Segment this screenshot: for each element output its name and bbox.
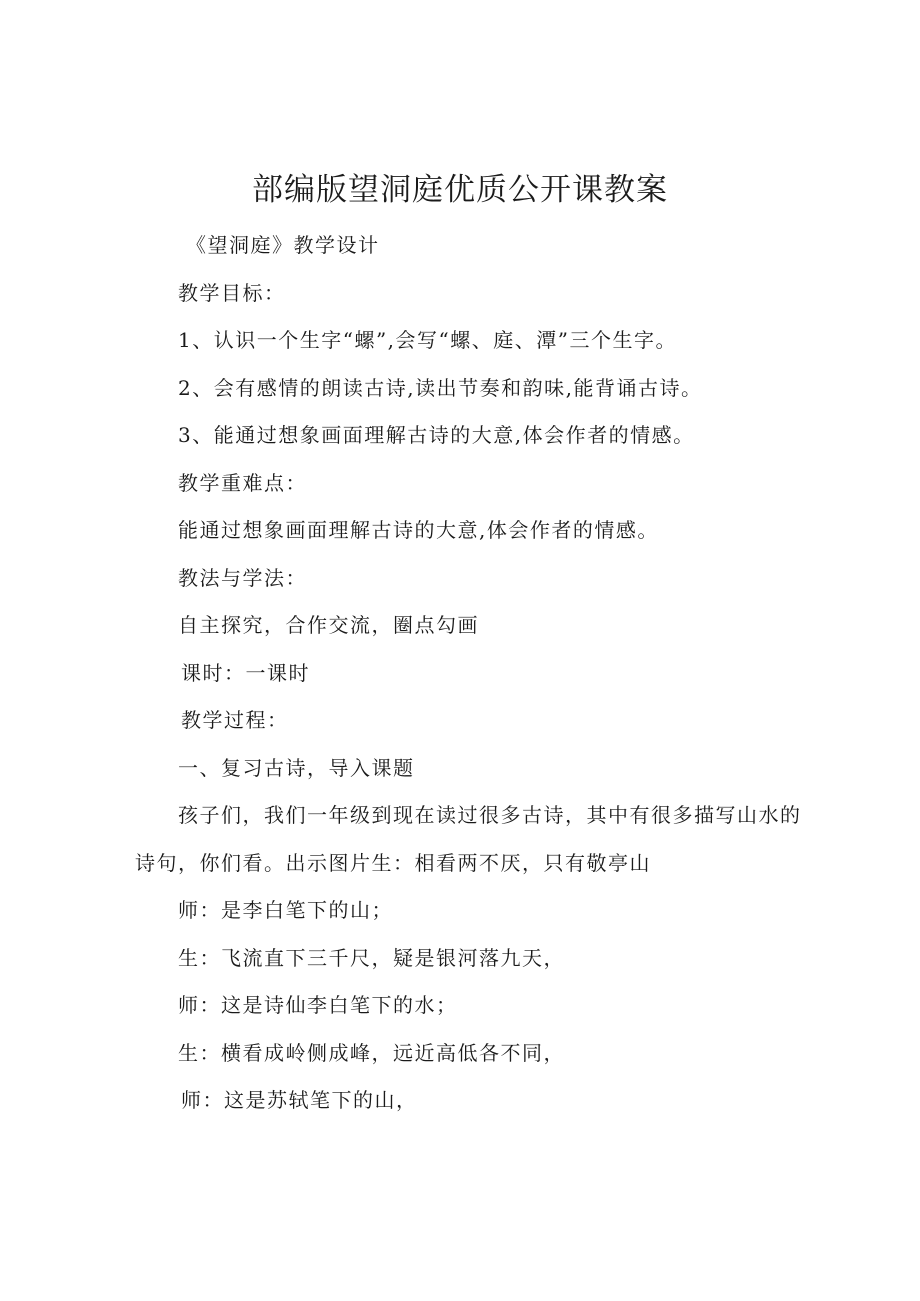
class-hours: 课时：一课时 [181,661,310,685]
methods-heading: 教法与学法： [178,566,307,590]
key-points-heading: 教学重难点： [178,471,307,495]
objectives-heading: 教学目标： [178,281,286,305]
subtitle: 《望洞庭》教学设计 [186,233,380,257]
section-heading: 一、复习古诗，导入课题 [178,756,415,780]
intro-paragraph-line: 孩子们，我们一年级到现在读过很多古诗，其中有很多描写山水的 [178,803,802,827]
dialogue-line: 师：这是苏轼笔下的山， [181,1088,418,1112]
dialogue-line: 生：横看成岭侧成峰，远近高低各不同， [178,1041,565,1065]
objective-item: 2、会有感情的朗读古诗,读出节奏和韵味,能背诵古诗。 [178,376,703,400]
objective-item: 3、能通过想象画面理解古诗的大意,体会作者的情感。 [178,423,695,447]
dialogue-line: 师：这是诗仙李白笔下的水； [178,993,458,1017]
methods-text: 自主探究，合作交流，圈点勾画 [178,613,479,637]
dialogue-line: 生：飞流直下三千尺，疑是银河落九天， [178,946,565,970]
dialogue-line: 师：是李白笔下的山； [178,898,393,922]
process-heading: 教学过程： [181,708,289,732]
intro-paragraph-line: 诗句，你们看。出示图片生：相看两不厌，只有敬亭山 [135,851,651,875]
objective-item: 1、认识一个生字“螺”,会写“螺、庭、潭”三个生字。 [178,328,677,352]
key-points-text: 能通过想象画面理解古诗的大意,体会作者的情感。 [178,518,659,542]
document-title: 部编版望洞庭优质公开课教案 [252,172,668,208]
